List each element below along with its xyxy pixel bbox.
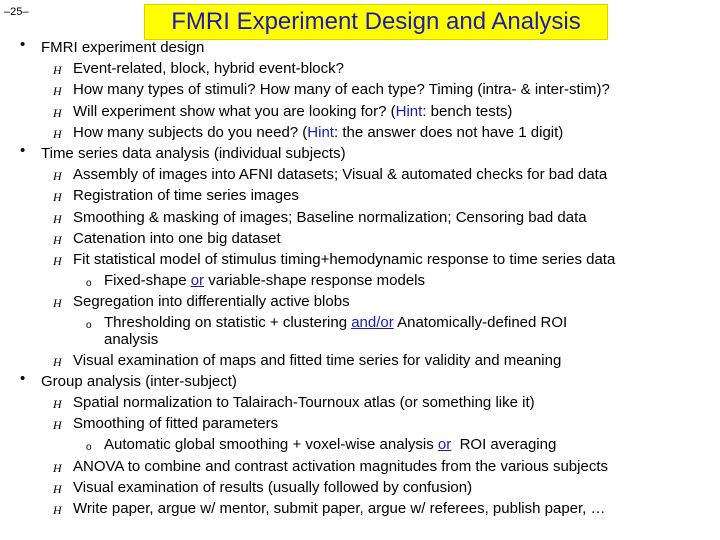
or-label: or — [437, 436, 452, 454]
bullet-h: H — [53, 232, 62, 247]
section-heading: • Group analysis (inter-subject) — [20, 369, 237, 390]
bullet-o: o — [86, 442, 92, 454]
or-label: or — [190, 272, 205, 290]
bullet-h: H — [53, 211, 62, 226]
and-or-label: and/or — [351, 314, 394, 332]
bullet-h: H — [53, 190, 62, 205]
section-heading: • Time series data analysis (individual subjects) — [20, 141, 346, 162]
bullet-dot: • — [20, 36, 26, 53]
list-item: H Event-related, block, hybrid event-block? — [0, 58, 720, 79]
bullet-h: H — [53, 63, 62, 78]
bullet-h: H — [53, 418, 62, 433]
list-item: H Registration of time series images — [0, 185, 720, 206]
bullet-h: H — [53, 354, 62, 369]
list-item: H Smoothing of fitted parameters — [0, 413, 720, 434]
list-item: H Catenation into one big dataset — [0, 228, 720, 249]
slide-number: –25– — [4, 6, 29, 18]
slide-title: FMRI Experiment Design and Analysis — [171, 8, 581, 35]
list-item: H Assembly of images into AFNI datasets; Visual & automated checks for bad data — [0, 164, 720, 185]
title-box — [144, 4, 608, 40]
list-item: H Fit statistical model of stimulus timing+hemodynamic response to time series data — [0, 249, 720, 270]
hint-label: Hint — [307, 123, 334, 141]
list-item: H Will experiment show what you are looking for? (Hint: bench tests) — [0, 101, 720, 122]
bullet-h: H — [53, 481, 62, 496]
list-item: H Visual examination of maps and fitted time series for validity and meaning — [0, 350, 720, 371]
sub-list-item: o Fixed-shape or variable-shape response models — [0, 270, 720, 291]
bullet-h: H — [53, 296, 62, 311]
list-item: H Segregation into differentially active blobs — [0, 291, 720, 312]
bullet-dot: • — [20, 369, 26, 387]
section-heading: • FMRI experiment design — [20, 36, 205, 56]
bullet-h: H — [53, 502, 62, 517]
sub-list-item-continuation: analysis — [104, 330, 159, 348]
bullet-h: H — [53, 84, 62, 99]
bullet-h: H — [53, 253, 62, 268]
sub-list-item: o Automatic global smoothing + voxel-wise analysis or ROI averaging — [0, 434, 720, 455]
list-item: H Smoothing & masking of images; Baseline normalization; Censoring bad data — [0, 207, 720, 228]
bullet-h: H — [53, 169, 62, 184]
list-item: H How many subjects do you need? (Hint: the answer does not have 1 digit) — [0, 122, 720, 143]
sub-list-item: o Thresholding on statistic + clustering and/or Anatomically-defined ROI — [0, 312, 720, 333]
bullet-h: H — [53, 397, 62, 411]
bullet-h: H — [53, 105, 62, 120]
list-item: H Visual examination of results (usually followed by confusion) — [0, 477, 720, 498]
bullet-h: H — [53, 460, 62, 475]
bullet-o: o — [86, 320, 92, 332]
list-item: H Spatial normalization to Talairach-Tournoux atlas (or something like it) — [0, 392, 720, 413]
bullet-o: o — [86, 278, 92, 290]
list-item: H Write paper, argue w/ mentor, submit paper, argue w/ referees, publish paper, … — [0, 498, 720, 519]
list-item: H How many types of stimuli? How many of each type? Timing (intra- & inter-stim)? — [0, 79, 720, 100]
slide-content — [0, 37, 720, 519]
hint-label: Hint — [395, 102, 423, 120]
list-item: H ANOVA to combine and contrast activation magnitudes from the various subjects — [0, 456, 720, 477]
bullet-dot: • — [20, 141, 26, 159]
bullet-h: H — [53, 126, 62, 141]
